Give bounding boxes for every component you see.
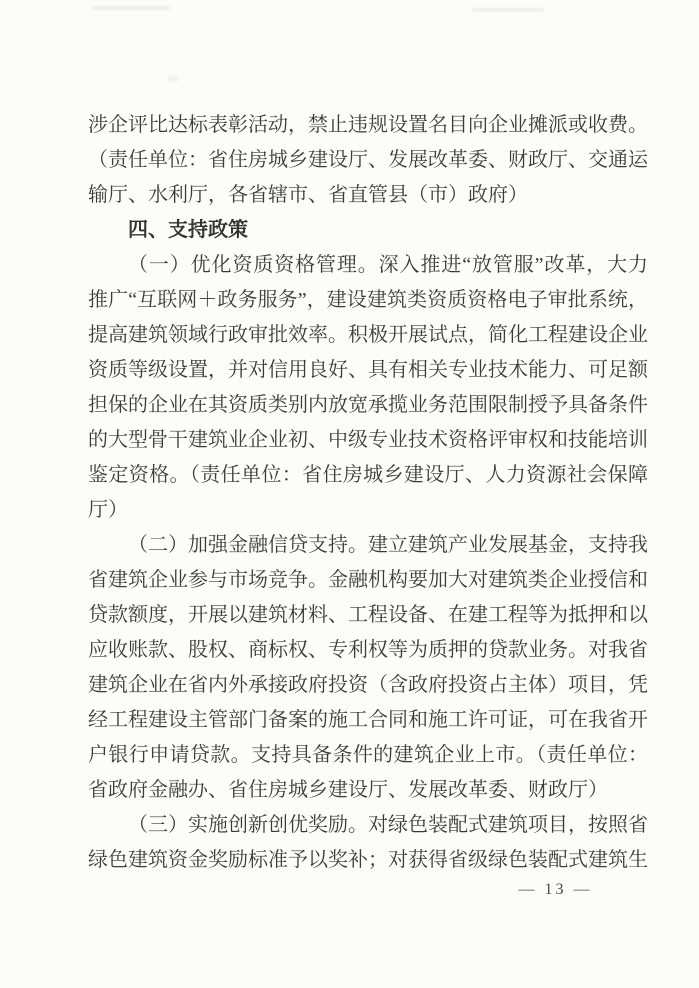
- text-line: 鉴定资格。（责任单位：省住房城乡建设厅、人力资源社会保障: [88, 464, 648, 486]
- text-line: 应收账款、股权、商标权、专利权等为质押的贷款业务。对我省: [88, 639, 648, 661]
- section-heading: 四、支持政策: [128, 219, 248, 241]
- text-line: （二）加强金融信贷支持。建立建筑产业发展基金，支持我: [128, 534, 648, 556]
- text-line: 的大型骨干建筑业企业初、中级专业技术资格评审权和技能培训: [88, 429, 648, 451]
- document-lines: [88, 108, 648, 878]
- text-line: （责任单位：省住房城乡建设厅、发展改革委、财政厅、交通运: [88, 149, 648, 171]
- text-line: 经工程建设主管部门备案的施工合同和施工许可证，可在我省开: [88, 709, 648, 731]
- text-line: 提高建筑领域行政审批效率。积极开展试点，简化工程建设企业: [88, 324, 648, 346]
- text-line: 省建筑企业参与市场竞争。金融机构要加大对建筑类企业授信和: [88, 569, 648, 591]
- text-line: 户银行申请贷款。支持具备条件的建筑企业上市。（责任单位：: [88, 744, 648, 766]
- text-line: （一）优化资质资格管理。深入推进“放管服”改革，大力: [128, 254, 648, 276]
- text-line: 资质等级设置，并对信用良好、具有相关专业技术能力、可足额: [88, 359, 648, 381]
- page-number: — 13 —: [518, 881, 593, 898]
- text-line: 涉企评比达标表彰活动，禁止违规设置名目向企业摊派或收费。: [88, 114, 648, 136]
- scan-artifact: [168, 76, 178, 82]
- text-line: 绿色建筑资金奖励标准予以奖补；对获得省级绿色装配式建筑生: [88, 849, 648, 871]
- text-line: 省政府金融办、省住房城乡建设厅、发展改革委、财政厅）: [88, 779, 608, 801]
- text-line: 建筑企业在省内外承接政府投资（含政府投资占主体）项目，凭: [88, 674, 648, 696]
- text-line: 担保的企业在其资质类别内放宽承揽业务范围限制授予具备条件: [88, 394, 648, 416]
- text-line: 推广“互联网＋政务服务”，建设建筑类资质资格电子审批系统，: [88, 289, 648, 311]
- text-line: 贷款额度，开展以建筑材料、工程设备、在建工程等为抵押和以: [88, 604, 648, 626]
- text-line: 厅）: [88, 499, 128, 521]
- text-line: （三）实施创新创优奖励。对绿色装配式建筑项目，按照省: [128, 814, 648, 836]
- scan-artifact: [472, 8, 544, 12]
- text-line: 输厅、水利厅，各省辖市、省直管县（市）政府）: [88, 184, 528, 206]
- scan-artifact: [92, 6, 170, 10]
